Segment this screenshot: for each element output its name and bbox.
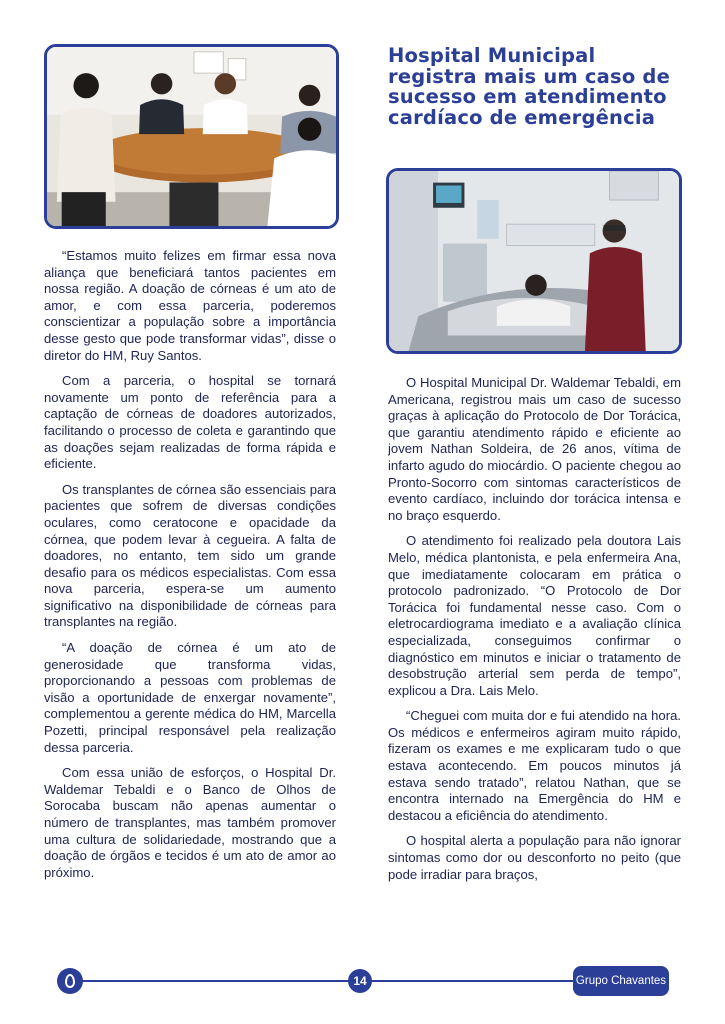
footer-divider — [80, 980, 575, 982]
left-paragraph: Com essa união de esforços, o Hospital Dr. Waldemar Tebaldi e o Banco de Olhos de Sorocaba buscam não apenas aumentar o número de transplantes, mas também promover uma cultura de solidariedade, mostrando que a doação de órgãos e tecidos é um ato de amor ao próximo. — [44, 765, 336, 880]
right-paragraph: “Cheguei com muita dor e fui atendido na hora. Os médicos e enfermeiros agiram muito rápido, fizeram os exames e me explicaram tudo o que estava acontecendo. Em poucos minutos já estava sendo tratado”, relatou Nathan, que se encontra internado na Emergência do HM e destacou a eficiência do atendimento. — [388, 708, 681, 823]
left-column — [44, 248, 336, 890]
page-number: 14 — [348, 969, 372, 993]
right-paragraph: O atendimento foi realizado pela doutora Lais Melo, médica plantonista, e pela enfermeira Ana, que imediatamente colocaram em prática o protocolo padronizado. “O Protocolo de Dor Torácica foi fundamental nesse caso. Com o eletrocardiograma imediato e a avaliação clínica especializada, conseguimos confirmar o diagnóstico em minutos e iniciar o tratamento de desobstrução arterial sem perda de tempo”, explicou a Dra. Lais Melo. — [388, 533, 681, 698]
right-paragraph: O hospital alerta a população para não ignorar sintomas como dor ou desconforto no peito (que pode irradiar para braços, — [388, 833, 681, 882]
left-paragraph: “A doação de córnea é um ato de generosidade que transforma vidas, proporcionando a pessoas com problemas de visão a oportunidade de enxergar novamente”, complementou a gerente médica do HM, Marcella Pozetti, principal responsável pela realização dessa parceria. — [44, 640, 336, 755]
left-paragraph: Os transplantes de córnea são essenciais para pacientes que sofrem de diversas condições oculares, como ceratocone e opacidade da córnea, que podem levar à cegueira. A falta de doadores, no entanto, tem sido um grande desafio para os médicos especialistas. Com essa nova parceria, espera-se um aumento significativo na disponibilidade de córneas para transplantes na região. — [44, 481, 336, 630]
brand-tag: Grupo Chavantes — [573, 966, 669, 996]
hospital-logo-icon — [57, 968, 83, 994]
article-headline: Hospital Municipal registra mais um caso de sucesso em atendimento cardíaco de emergência — [388, 44, 671, 129]
right-column — [388, 375, 681, 943]
left-paragraph: “Estamos muito felizes em firmar essa nova aliança que beneficiará tantos pacientes em nossa região. A doação de córneas é um ato de amor, e com essa parceria, poderemos conscientizar a população sobre a importância desse gesto que pode transformar vidas”, disse o diretor do HM, Ruy Santos. — [44, 248, 336, 363]
meeting-photo — [44, 44, 339, 229]
left-paragraph: Com a parceria, o hospital se tornará novamente um ponto de referência para a captação de córneas de doadores autorizados, facilitando o processo de coleta e garantindo que as doações sejam realizadas de forma rápida e eficiente. — [44, 373, 336, 472]
patient-photo — [386, 168, 682, 354]
right-paragraph: O Hospital Municipal Dr. Waldemar Tebaldi, em Americana, registrou mais um caso de sucesso graças à aplicação do Protocolo de Dor Torácica, que garantiu atendimento rápido e eficiente ao jovem Nathan Soldeira, de 26 anos, vítima de infarto agudo do miocárdio. O paciente chegou ao Pronto-Socorro com sintomas característicos de evento cardíaco, incluindo dor torácica intensa e no braço esquerdo. — [388, 375, 681, 523]
